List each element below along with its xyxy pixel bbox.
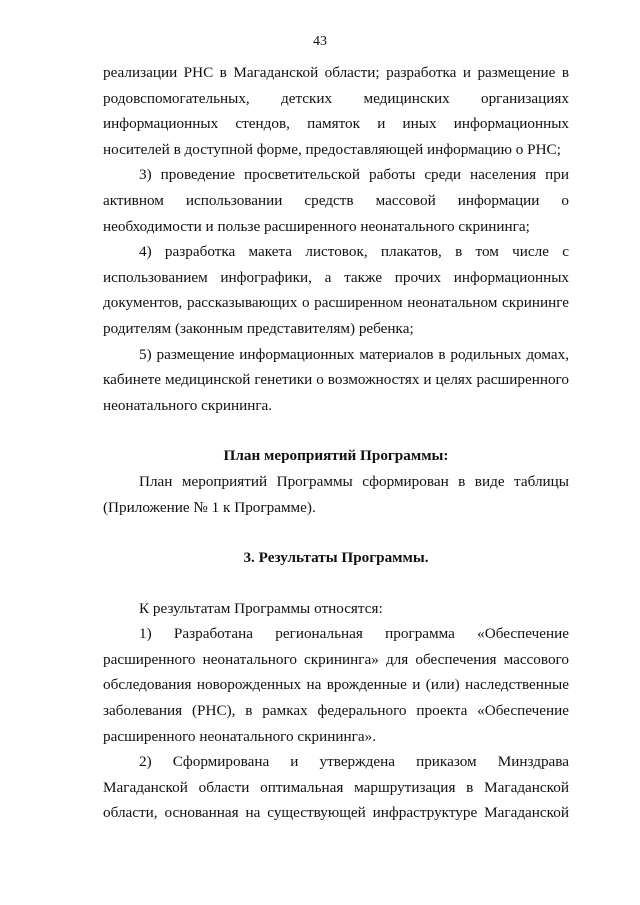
list-item: 1) Разработана региональная программа «Обеспечение расширенного неонатального скрининга» для обеспечения массового обследования новорожденных на врожденные и (или) наследственные заболевания (РНС), в рамках федерального проекта «Обеспечение расширенного неонатального скрининга».	[103, 625, 569, 745]
document-body	[103, 60, 569, 826]
paragraph: К результатам Программы относятся:	[139, 599, 383, 617]
paragraph: реализации РНС в Магаданской области; разработка и размещение в родовспомогательных, детских медицинских организациях информационных стендов, памяток и иных информационных носителей в доступной форме, предоставляющей информацию о РНС;	[103, 64, 569, 158]
list-item: 2) Сформирована и утверждена приказом Минздрава Магаданской области оптимальная маршрутизация в Магаданской области, основанная на существующей инфраструктуре Магаданской	[103, 753, 569, 822]
list-item: 4) разработка макета листовок, плакатов, в том числе с использованием инфографики, а также прочих информационных документов, рассказывающих о расширенном неонатальном скрининге родителям (законным представителям) ребенка;	[103, 243, 569, 337]
page-number: 43	[313, 34, 327, 49]
list-item: 5) размещение информационных материалов в родильных домах, кабинете медицинской генетики о возможностях и целях расширенного неонатального скрининга.	[103, 345, 569, 414]
list-item: 3) проведение просветительской работы среди населения при активном использовании средств массовой информации о необходимости и пользе расширенного неонатального скрининга;	[103, 166, 569, 235]
paragraph: План мероприятий Программы сформирован в виде таблицы (Приложение № 1 к Программе).	[103, 472, 569, 516]
section-heading-results: 3. Результаты Программы.	[243, 549, 429, 567]
section-heading-plan: План мероприятий Программы:	[223, 447, 449, 465]
